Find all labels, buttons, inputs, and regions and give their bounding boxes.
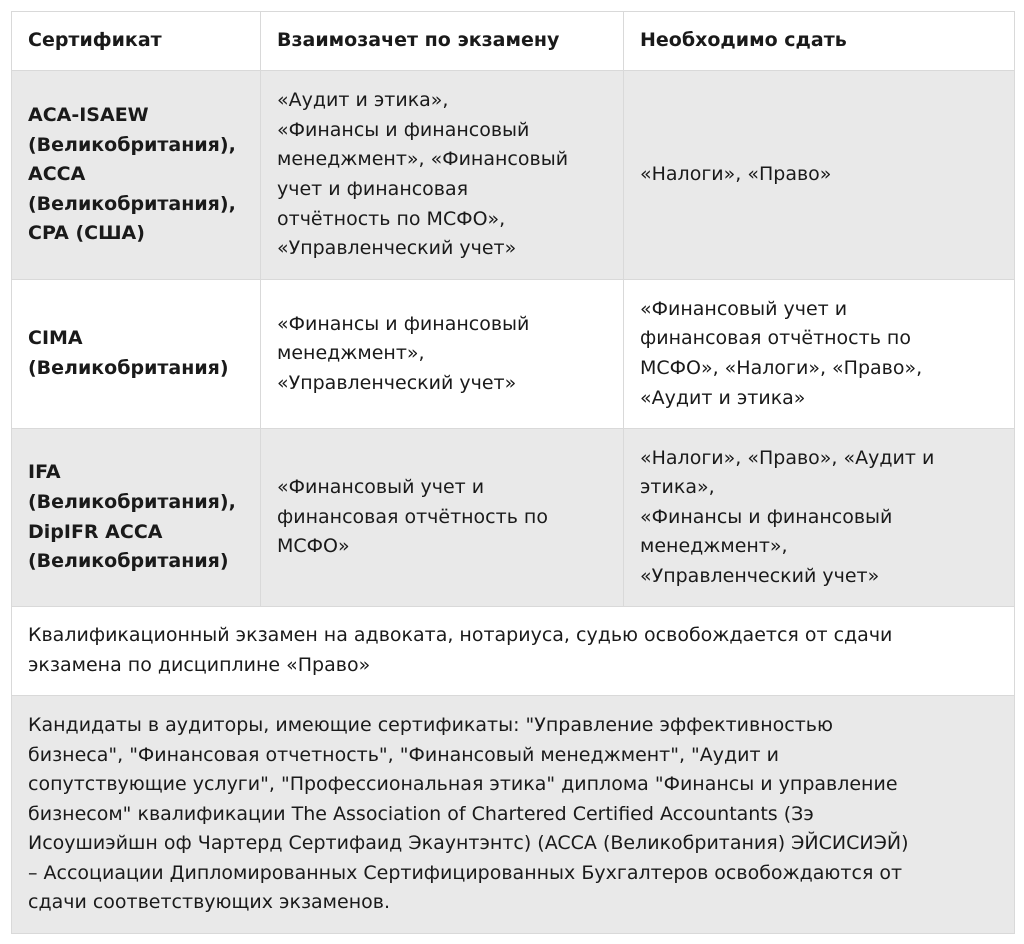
table-row	[12, 429, 1015, 607]
credited-exams-cell: «Аудит и этика», «Финансы и финансовый менеджмент», «Финансовый учет и финансовая отчётность по МСФО», «Управленческий учет»	[261, 71, 624, 280]
required-exams-cell: «Налоги», «Право», «Аудит и этика», «Финансы и финансовый менеджмент», «Управленческий учет»	[624, 429, 1015, 607]
header-certificate: Сертификат	[12, 12, 261, 71]
header-credited-exams: Взаимозачет по экзамену	[261, 12, 624, 71]
table-note-row	[12, 696, 1015, 934]
certificate-cell: IFA (Великобритания), DipIFR ACCA (Великобритания)	[12, 429, 261, 607]
required-exams-cell: «Налоги», «Право»	[624, 71, 1015, 280]
table-row	[12, 280, 1015, 429]
note-lawyer-exemption: Квалификационный экзамен на адвоката, нотариуса, судью освобождается от сдачи экзамена по дисциплине «Право»	[12, 607, 1015, 696]
table-header-row	[12, 12, 1015, 71]
note-auditor-candidates: Кандидаты в аудиторы, имеющие сертификаты: "Управление эффективностью бизнеса", "Финансовая отчетность", "Финансовый менеджмент", "Аудит и сопутствующие услуги", "Профессиональная этика" диплома "Финансы и управление бизнесом" квалификации The Association of Chartered Certified Accountants (Зэ Исоушиэйшн оф Чартерд Сертифаид Экаунтэнтс) (ACCA (Великобритания) ЭЙСИСИЭЙ) – Ассоциации Дипломированных Сертифицированных Бухгалтеров освобождаются от сдачи соответствующих экзаменов.	[12, 696, 1015, 934]
certificate-table-container	[11, 11, 1014, 934]
credited-exams-cell: «Финансовый учет и финансовая отчётность по МСФО»	[261, 429, 624, 607]
credited-exams-cell: «Финансы и финансовый менеджмент», «Управленческий учет»	[261, 280, 624, 429]
certificate-cell: CIMA (Великобритания)	[12, 280, 261, 429]
certificate-cell: ACA-ISAEW (Великобритания), ACCA (Великобритания), CPA (США)	[12, 71, 261, 280]
table-note-row	[12, 607, 1015, 696]
required-exams-cell: «Финансовый учет и финансовая отчётность по МСФО», «Налоги», «Право», «Аудит и этика»	[624, 280, 1015, 429]
header-required-exams: Необходимо сдать	[624, 12, 1015, 71]
table-row	[12, 71, 1015, 280]
certificate-exemption-table	[11, 11, 1015, 934]
